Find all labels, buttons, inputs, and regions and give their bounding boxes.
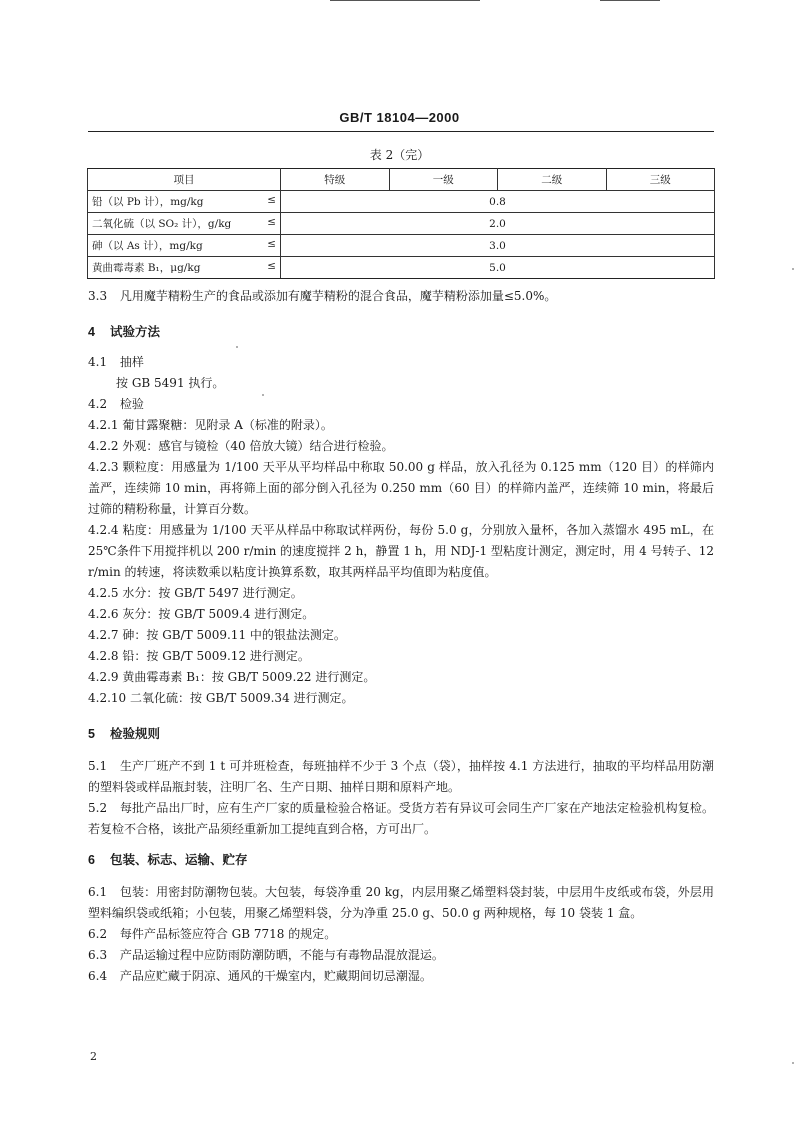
scan-edge-mark xyxy=(330,0,480,1)
scan-speck xyxy=(262,394,264,396)
item-label: 铅（以 Pb 计），mg/kg xyxy=(92,196,204,208)
clause-number: 4.2.9 xyxy=(88,670,119,684)
le-symbol: ≤ xyxy=(267,194,276,206)
clause-number: 4.2.8 xyxy=(88,649,119,663)
clause-number: 6.3 xyxy=(88,948,108,962)
clause-4-1 xyxy=(88,352,714,373)
clause-text: 每件产品标签应符合 GB 7718 的规定。 xyxy=(119,927,337,941)
clause-number: 4.2.10 xyxy=(88,691,127,705)
clause-item xyxy=(88,604,714,625)
row-item xyxy=(88,191,281,213)
header-grade-3: 三级 xyxy=(606,169,715,191)
header-rule xyxy=(88,131,714,132)
clause-text: 砷：按 GB/T 5009.11 中的银盐法测定。 xyxy=(122,628,346,642)
section-4-body xyxy=(88,352,714,709)
le-symbol: ≤ xyxy=(267,260,276,272)
section-heading xyxy=(88,322,714,343)
le-symbol: ≤ xyxy=(267,216,276,228)
item-label: 二氧化硫（以 SO₂ 计），g/kg xyxy=(92,218,232,230)
section-5 xyxy=(88,724,714,745)
table-caption: 表 2（完） xyxy=(369,148,430,162)
clause-number: 4.2.3 xyxy=(88,460,119,474)
table-header-row xyxy=(88,169,715,191)
row-value: 3.0 xyxy=(281,235,715,257)
clause-item xyxy=(88,798,714,840)
table-row xyxy=(88,257,715,279)
row-value: 2.0 xyxy=(281,213,715,235)
row-value: 5.0 xyxy=(281,257,715,279)
section-heading xyxy=(88,724,714,745)
clause-number: 6.1 xyxy=(88,885,108,899)
clause-number: 4.2.1 xyxy=(88,418,119,432)
clause-text: 凡用魔芋精粉生产的食品或添加有魔芋精粉的混合食品，魔芋精粉添加量≤5.0%。 xyxy=(119,289,557,303)
clause-text: 产品应贮藏于阴凉、通风的干燥室内，贮藏期间切忌潮湿。 xyxy=(119,969,432,983)
clause-item xyxy=(88,646,714,667)
item-label: 砷（以 As 计），mg/kg xyxy=(92,240,203,252)
clause-text: 水分：按 GB/T 5497 进行测定。 xyxy=(122,586,303,600)
clause-number: 6.2 xyxy=(88,927,108,941)
clause-item xyxy=(88,583,714,604)
clause-text: 生产厂班产不到 1 t 可并班检查，每班抽样不少于 3 个点（袋），抽样按 4.1 方法进行，抽取的平均样品用防潮的塑料袋或样品瓶封装，注明厂名、生产日期、抽样日期和原料产地。 xyxy=(88,759,714,794)
row-item xyxy=(88,257,281,279)
table-row xyxy=(88,235,715,257)
clause-text: 包装：用密封防潮物包装。大包装，每袋净重 20 kg，内层用聚乙烯塑料袋封装，中层用牛皮纸或布袋，外层用塑料编织袋或纸箱；小包装，用聚乙烯塑料袋，分为净重 25.0 g、50.0 g 两种规格，每 10 袋装 1 盒。 xyxy=(88,885,714,920)
section-title: 检验规则 xyxy=(110,727,161,741)
clause-number: 4.2.7 xyxy=(88,628,119,642)
header-item: 项目 xyxy=(88,169,281,191)
clause-text: 粘度：用感量为 1/100 天平从样品中称取试样两份，每份 5.0 g，分别放入量杯，各加入蒸馏水 495 mL，在 25℃条件下用搅拌机以 200 r/min 的速度搅拌 2 h，静置 1 h，用 NDJ-1 型粘度计测定，测定时，用 4 号转子、12 r/min 的转速，将读数乘以粘度计换算系数，取其两样品平均值即为粘度值。 xyxy=(88,523,714,579)
clause-number: 5.2 xyxy=(88,801,108,815)
clause-item xyxy=(88,625,714,646)
le-symbol: ≤ xyxy=(267,238,276,250)
section-6-body xyxy=(88,882,714,987)
spec-table xyxy=(87,168,715,279)
clause-4-1-text: 按 GB 5491 执行。 xyxy=(116,376,225,390)
clause-text: 葡甘露聚糖：见附录 A（标准的附录）。 xyxy=(122,418,333,432)
clause-item xyxy=(88,756,714,798)
clause-item xyxy=(88,966,714,987)
scan-speck xyxy=(236,346,238,348)
clause-title: 检验 xyxy=(119,397,144,411)
section-heading xyxy=(88,850,714,871)
clause-text: 铅：按 GB/T 5009.12 进行测定。 xyxy=(122,649,310,663)
header-grade-1: 一级 xyxy=(389,169,498,191)
section-title: 试验方法 xyxy=(110,325,161,339)
clause-text: 每批产品出厂时，应有生产厂家的质量检验合格证。受货方若有异议可会同生产厂家在产地法定检验机构复检。若复检不合格，该批产品须经重新加工提纯直到合格，方可出厂。 xyxy=(88,801,714,836)
clause-text: 产品运输过程中应防雨防潮防晒，不能与有毒物品混放混运。 xyxy=(119,948,444,962)
clause-number: 4.2.5 xyxy=(88,586,119,600)
section-title: 包装、标志、运输、贮存 xyxy=(110,853,248,867)
clause-number: 5.1 xyxy=(88,759,108,773)
clause-4-2 xyxy=(88,394,714,415)
section-5-body xyxy=(88,756,714,840)
clause-item xyxy=(88,945,714,966)
clause-text: 黄曲霉毒素 B₁：按 GB/T 5009.22 进行测定。 xyxy=(122,670,376,684)
clause-text: 颗粒度：用感量为 1/100 天平从平均样品中称取 50.00 g 样品，放入孔径为 0.125 mm（120 目）的样筛内盖严，连续筛 10 min，再将筛上面的部分倒入孔径为 0.250 mm（60 目）的样筛内盖严，连续筛 10 min，将最后过筛的精粉称量，计算百分数。 xyxy=(88,460,714,516)
clause-number: 4.2.2 xyxy=(88,439,119,453)
clause-item xyxy=(88,457,714,520)
clause-item xyxy=(88,415,714,436)
clause-text: 灰分：按 GB/T 5009.4 进行测定。 xyxy=(122,607,315,621)
clause-number: 4.2 xyxy=(88,397,108,411)
header-grade-2: 二级 xyxy=(498,169,607,191)
clause-number: 3.3 xyxy=(88,289,108,303)
section-6 xyxy=(88,850,714,871)
clause-3-3 xyxy=(88,286,714,307)
section-number: 4 xyxy=(88,325,95,339)
table-row xyxy=(88,213,715,235)
page-number: 2 xyxy=(90,1050,97,1063)
item-label: 黄曲霉毒素 B₁，μg/kg xyxy=(92,262,201,274)
clause-number: 4.2.4 xyxy=(88,523,119,537)
clause-text: 外观：感官与镜检（40 倍放大镜）结合进行检验。 xyxy=(122,439,394,453)
body-text xyxy=(88,286,714,307)
header-grade-special: 特级 xyxy=(281,169,390,191)
clause-number: 4.2.6 xyxy=(88,607,119,621)
section-number: 5 xyxy=(88,727,95,741)
clause-title: 抽样 xyxy=(119,355,144,369)
row-value: 0.8 xyxy=(281,191,715,213)
row-item xyxy=(88,235,281,257)
clause-item xyxy=(88,436,714,457)
clause-item xyxy=(88,520,714,583)
section-number: 6 xyxy=(88,853,95,867)
clause-number: 4.1 xyxy=(88,355,108,369)
clause-item xyxy=(88,882,714,924)
row-item xyxy=(88,213,281,235)
clause-text: 二氧化硫：按 GB/T 5009.34 进行测定。 xyxy=(130,691,354,705)
table-row xyxy=(88,191,715,213)
clause-item xyxy=(88,688,714,709)
clause-item xyxy=(88,924,714,945)
scan-speck xyxy=(792,268,794,270)
clause-item xyxy=(88,667,714,688)
clause-number: 6.4 xyxy=(88,969,108,983)
standard-number-header: GB/T 18104—2000 xyxy=(339,110,460,125)
scan-speck xyxy=(792,1062,794,1064)
scan-edge-mark xyxy=(600,0,660,1)
section-4 xyxy=(88,322,714,343)
